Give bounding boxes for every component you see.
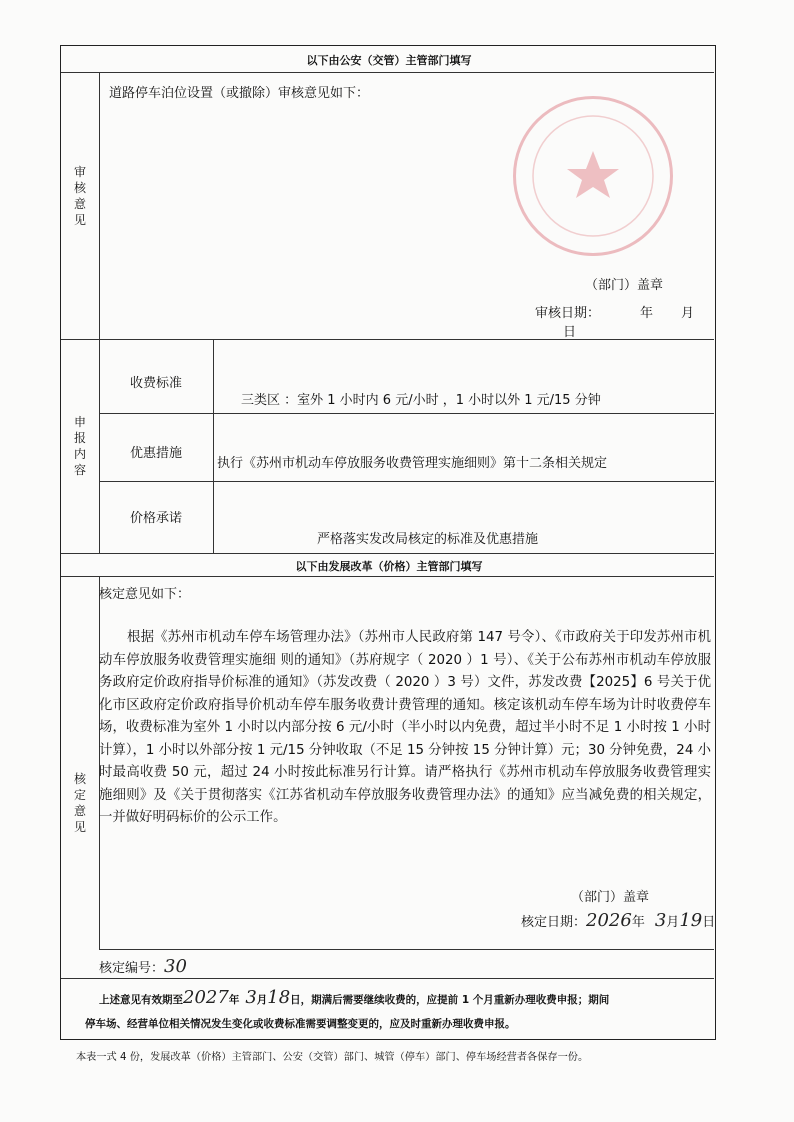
- validity-year-value: 2027: [183, 987, 229, 1008]
- review-month: 月: [681, 306, 695, 321]
- footnote: 本表一式 4 份，发展改革（价格）主管部门、公安（交管）部门、城管（停车）部门、停车场经营者各保存一份。: [76, 1052, 589, 1063]
- review-day: 日: [563, 325, 577, 340]
- review-date: [535, 302, 715, 340]
- section-title-public-security: 以下由公安（交管）主管部门填写: [306, 54, 472, 67]
- review-side-label: 审 核 意 见: [73, 165, 86, 227]
- approval-paragraph: 根据《苏州市机动车停车场管理办法》（苏州市人民政府第 147 号令）、《市政府关于印发苏州市机动车停放服务收费管理实施细 则的通知》（苏府规字（ 2020 ）1 号）、《关于公布苏州市机动车停放服务政府定价政府指导价标准的通知》（苏发改费（ 2020 ）3 号）文件，苏发改费【2025】6 号关于优化市区政府定价政府指导价机动车停车服务收费计费管理的通知。核定该机动车停车场为计时收费停车场，收费标准为室外 1 小时以内部分按 6 元/小时（半小时以内免费，超过半小时不足 1 小时按 1 小时计算），1 小时以外部分按 1 元/15 分钟收取（不足 15 分钟按 15 分钟计算）元；30 分钟免费，24 小时最高收费 50 元，超过 24 小时按此标准另行计算。请严格执行《苏州市机动车停放服务收费管理实施细则》及《关于贯彻落实《江苏省机动车停放服务收费管理办法》的通知》应当减免费的相关规定，一并做好明码标价的公示工作。: [99, 630, 711, 825]
- price-promise-label: 价格承诺: [129, 511, 182, 526]
- approval-month-value: 3: [654, 910, 667, 931]
- approval-day: 日: [702, 915, 716, 930]
- approval-year: 年: [631, 915, 645, 930]
- section-title-price: 以下由发展改革（价格）主管部门填写: [295, 560, 483, 573]
- validity-day-value: 18: [267, 987, 291, 1008]
- approval-date-label: 核定日期：: [521, 915, 587, 930]
- review-prompt: 道路停车泊位设置（或撤除）审核意见如下：: [109, 86, 370, 101]
- approval-form: [60, 45, 716, 1040]
- fee-standard-value: 三类区 ：室外 1 小时内 6 元/小时 ，1 小时以外 1 元/15 分钟: [241, 393, 601, 408]
- declaration-side-label: 申 报 内 容: [73, 415, 86, 477]
- approval-seal-line: （部门）盖章: [571, 890, 650, 905]
- validity-month-value: 3: [245, 987, 257, 1008]
- validity-line1: 上述意见有效期至2027年 3月18日，期满后需要继续收费的，应提前 1 个月重新办理收费申报；期间: [99, 987, 610, 1008]
- review-seal-line: （部门）盖章: [585, 278, 664, 293]
- approval-month: 月: [666, 915, 680, 930]
- approval-prompt: 核定意见如下：: [99, 587, 191, 602]
- official-seal: [513, 96, 673, 256]
- price-promise-value: 严格落实发改局核定的标准及优惠措施: [317, 532, 539, 547]
- approval-number-label: 核定编号：: [99, 961, 165, 976]
- review-year: 年: [640, 306, 654, 321]
- approval-side-label: 核 定 意 见: [73, 772, 86, 834]
- approval-number: [99, 956, 187, 977]
- approval-number-value: 30: [164, 956, 187, 977]
- validity-line2: 停车场、经营单位相关情况发生变化或收费标准需要调整变更的，应及时重新办理收费申报。: [85, 1018, 516, 1030]
- review-date-label: 审核日期：: [535, 306, 601, 321]
- approval-day-value: 19: [679, 910, 703, 931]
- discount-label: 优惠措施: [129, 446, 182, 461]
- fee-standard-label: 收费标准: [129, 376, 182, 391]
- approval-year-value: 2026: [586, 910, 632, 931]
- approval-date: [521, 910, 715, 931]
- discount-value: 执行《苏州市机动车停放服务收费管理实施细则》第十二条相关规定: [217, 456, 608, 471]
